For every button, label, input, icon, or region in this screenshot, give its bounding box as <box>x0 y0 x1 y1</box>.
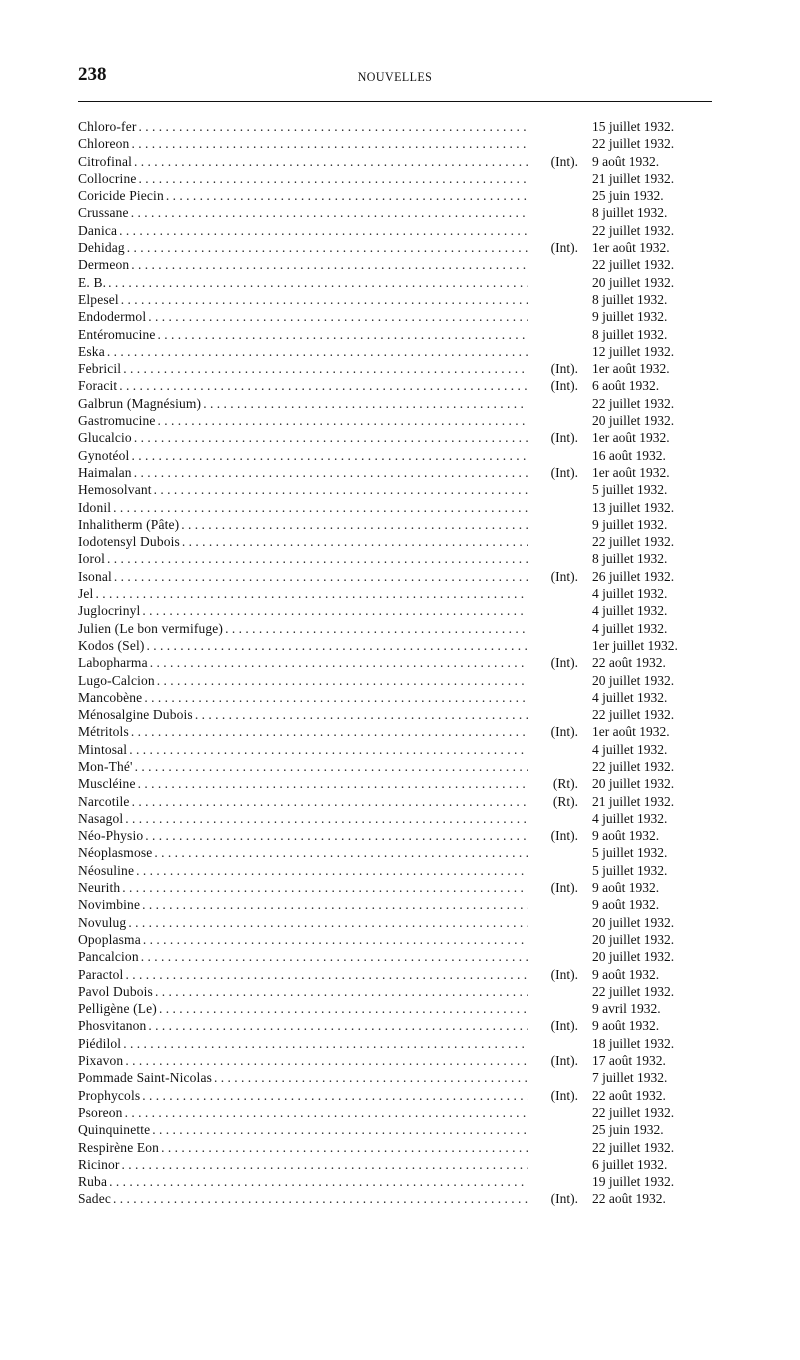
dot-leader <box>138 775 528 792</box>
dot-leader <box>122 879 528 896</box>
list-item <box>78 654 718 671</box>
registration-type: (Int). <box>550 966 578 982</box>
list-item <box>78 447 718 464</box>
registration-date: 9 août 1932. <box>592 1018 660 1034</box>
product-name: E. B. <box>78 274 107 290</box>
dot-leader <box>108 274 528 291</box>
product-name: Lugo-Calcion <box>78 672 155 688</box>
dot-leader <box>134 464 528 481</box>
registration-date: 22 juillet 1932. <box>592 534 675 550</box>
registration-type: (Int). <box>550 153 578 169</box>
product-name: Citrofinal <box>78 153 132 169</box>
registration-date: 22 août 1932. <box>592 1087 666 1103</box>
registration-date: 9 août 1932. <box>592 828 660 844</box>
product-name: Neurith <box>78 880 121 896</box>
dot-leader <box>136 862 528 879</box>
product-name: Hemosolvant <box>78 482 152 498</box>
list-item <box>78 395 718 412</box>
registration-date: 1er août 1932. <box>592 430 670 446</box>
dot-leader <box>132 793 528 810</box>
product-name: Eska <box>78 343 105 359</box>
list-item <box>78 723 718 740</box>
dot-leader <box>127 239 528 256</box>
dot-leader <box>147 637 528 654</box>
dot-leader <box>125 810 528 827</box>
product-name: Nasagol <box>78 810 124 826</box>
dot-leader <box>225 620 528 637</box>
registration-date: 4 juillet 1932. <box>592 586 668 602</box>
list-item <box>78 568 718 585</box>
list-item <box>78 1156 718 1173</box>
list-item <box>78 464 718 481</box>
list-item <box>78 931 718 948</box>
product-name: Métritols <box>78 724 129 740</box>
registration-type: (Int). <box>550 1087 578 1103</box>
dot-leader <box>141 948 528 965</box>
registration-date: 22 août 1932. <box>592 655 666 671</box>
list-item <box>78 274 718 291</box>
dot-leader <box>128 914 528 931</box>
registration-type: (Int). <box>550 378 578 394</box>
registration-type: (Int). <box>550 240 578 256</box>
registration-type: (Int). <box>550 361 578 377</box>
registration-date: 20 juillet 1932. <box>592 672 675 688</box>
dot-leader <box>125 1104 528 1121</box>
registration-date: 9 août 1932. <box>592 897 660 913</box>
list-item <box>78 291 718 308</box>
product-name: Pixavon <box>78 1053 124 1069</box>
dot-leader <box>107 343 528 360</box>
registration-type: (Rt). <box>552 793 578 809</box>
product-name: Chloro-fer <box>78 119 137 134</box>
list-item <box>78 793 718 810</box>
registration-date: 5 juillet 1932. <box>592 862 668 878</box>
dot-leader <box>142 896 528 913</box>
list-item <box>78 499 718 516</box>
dot-leader <box>203 395 528 412</box>
dot-leader <box>144 689 528 706</box>
product-name: Néoplasmose <box>78 845 153 861</box>
list-item <box>78 550 718 567</box>
registration-date: 9 juillet 1932. <box>592 309 668 325</box>
product-name: Crussane <box>78 205 129 221</box>
product-name: Danica <box>78 222 118 238</box>
product-name: Pelligène (Le) <box>78 1001 157 1017</box>
list-item <box>78 689 718 706</box>
list-item <box>78 187 718 204</box>
product-name: Chloreon <box>78 136 130 152</box>
product-name: Haimalan <box>78 464 132 480</box>
product-name: Muscléine <box>78 776 136 792</box>
product-name: Dehidag <box>78 240 125 256</box>
registration-date: 5 juillet 1932. <box>592 482 668 498</box>
product-name: Néosuline <box>78 862 135 878</box>
registration-date: 25 juin 1932. <box>592 1122 664 1138</box>
running-title: NOUVELLES <box>357 69 433 84</box>
list-item <box>78 1190 718 1207</box>
dot-leader <box>134 153 528 170</box>
registration-date: 8 juillet 1932. <box>592 291 668 307</box>
registration-date: 8 juillet 1932. <box>592 551 668 567</box>
dot-leader <box>107 550 528 567</box>
list-item <box>78 741 718 758</box>
dot-leader <box>134 429 528 446</box>
product-name: Collocrine <box>78 170 137 186</box>
list-item <box>78 1035 718 1052</box>
registration-type: (Int). <box>550 1191 578 1207</box>
registration-date: 20 juillet 1932. <box>592 274 675 290</box>
product-name: Jel <box>78 586 94 602</box>
registration-date: 22 août 1932. <box>592 1191 666 1207</box>
product-name: Galbrun (Magnésium) <box>78 395 202 411</box>
registration-date: 15 juillet 1932. <box>592 119 675 134</box>
list-item <box>78 1052 718 1069</box>
registration-date: 9 juillet 1932. <box>592 516 668 532</box>
dot-leader <box>119 222 528 239</box>
registration-date: 20 juillet 1932. <box>592 413 675 429</box>
list-item <box>78 844 718 861</box>
list-item <box>78 308 718 325</box>
dot-leader <box>161 1139 528 1156</box>
registration-date: 7 juillet 1932. <box>592 1070 668 1086</box>
registration-date: 19 juillet 1932. <box>592 1174 675 1190</box>
list-item <box>78 983 718 1000</box>
dot-leader <box>125 966 528 983</box>
registration-list <box>78 118 718 1208</box>
dot-leader <box>195 706 528 723</box>
list-item <box>78 222 718 239</box>
product-name: Endodermol <box>78 309 147 325</box>
list-item <box>78 516 718 533</box>
list-item <box>78 1121 718 1138</box>
registration-date: 4 juillet 1932. <box>592 603 668 619</box>
dot-leader <box>145 827 528 844</box>
list-item <box>78 879 718 896</box>
dot-leader <box>148 308 528 325</box>
list-item <box>78 602 718 619</box>
list-item <box>78 706 718 723</box>
list-item <box>78 360 718 377</box>
dot-leader <box>125 1052 528 1069</box>
product-name: Mintosal <box>78 741 128 757</box>
dot-leader <box>131 204 528 221</box>
product-name: Opoplasma <box>78 931 141 947</box>
product-name: Néo-Physio <box>78 828 144 844</box>
header-rule <box>78 101 712 102</box>
product-name: Paractol <box>78 966 124 982</box>
dot-leader <box>154 844 528 861</box>
list-item <box>78 239 718 256</box>
product-name: Foracit <box>78 378 118 394</box>
list-item <box>78 966 718 983</box>
product-name: Mancobène <box>78 689 143 705</box>
product-name: Iodotensyl Dubois <box>78 534 180 550</box>
list-item <box>78 429 718 446</box>
registration-date: 20 juillet 1932. <box>592 776 675 792</box>
product-name: Inhalitherm (Pâte) <box>78 516 180 532</box>
list-item <box>78 914 718 931</box>
dot-leader <box>131 135 528 152</box>
dot-leader <box>158 412 528 429</box>
dot-leader <box>157 672 528 689</box>
list-item <box>78 377 718 394</box>
product-name: Kodos (Sel) <box>78 637 145 653</box>
product-name: Pommade Saint-Nicolas <box>78 1070 213 1086</box>
registration-type: (Int). <box>550 880 578 896</box>
registration-date: 4 juillet 1932. <box>592 620 668 636</box>
registration-date: 21 juillet 1932. <box>592 793 675 809</box>
list-item <box>78 343 718 360</box>
registration-date: 20 juillet 1932. <box>592 914 675 930</box>
product-name: Entéromucine <box>78 326 156 342</box>
registration-date: 22 juillet 1932. <box>592 758 675 774</box>
product-name: Narcotile <box>78 793 130 809</box>
product-name: Julien (Le bon vermifuge) <box>78 620 224 636</box>
registration-date: 4 juillet 1932. <box>592 741 668 757</box>
dot-leader <box>135 758 528 775</box>
registration-type: (Int). <box>550 1018 578 1034</box>
list-item <box>78 672 718 689</box>
registration-date: 25 juin 1932. <box>592 188 664 204</box>
dot-leader <box>155 983 528 1000</box>
list-item <box>78 412 718 429</box>
dot-leader <box>121 291 528 308</box>
product-name: Dermeon <box>78 257 130 273</box>
product-name: Novimbine <box>78 897 141 913</box>
list-item <box>78 620 718 637</box>
product-name: Labopharma <box>78 655 148 671</box>
registration-date: 22 juillet 1932. <box>592 1104 675 1120</box>
list-item <box>78 1017 718 1034</box>
product-name: Iorol <box>78 551 105 567</box>
registration-date: 12 juillet 1932. <box>592 343 675 359</box>
dot-leader <box>119 377 528 394</box>
product-name: Febricil <box>78 361 122 377</box>
list-item <box>78 758 718 775</box>
dot-leader <box>214 1069 528 1086</box>
registration-date: 20 juillet 1932. <box>592 949 675 965</box>
product-name: Juglocrinyl <box>78 603 141 619</box>
dot-leader <box>148 1017 528 1034</box>
registration-date: 22 juillet 1932. <box>592 222 675 238</box>
dot-leader <box>123 360 528 377</box>
product-name: Pancalcion <box>78 949 139 965</box>
registration-date: 8 juillet 1932. <box>592 205 668 221</box>
page-number: 238 <box>78 64 107 85</box>
registration-date: 17 août 1932. <box>592 1053 666 1069</box>
registration-date: 20 juillet 1932. <box>592 931 675 947</box>
registration-date: 21 juillet 1932. <box>592 170 675 186</box>
dot-leader <box>123 1035 528 1052</box>
dot-leader <box>95 585 528 602</box>
dot-leader <box>152 1121 528 1138</box>
registration-type: (Int). <box>550 828 578 844</box>
registration-date: 6 août 1932. <box>592 378 660 394</box>
product-name: Sadec <box>78 1191 111 1207</box>
list-item <box>78 585 718 602</box>
registration-type: (Int). <box>550 464 578 480</box>
dot-leader <box>113 1190 528 1207</box>
list-item <box>78 810 718 827</box>
registration-date: 4 juillet 1932. <box>592 810 668 826</box>
product-name: Psoreon <box>78 1104 123 1120</box>
registration-type: (Int). <box>550 1053 578 1069</box>
registration-type: (Int). <box>550 430 578 446</box>
registration-date: 1er juillet 1932. <box>592 637 678 653</box>
dot-leader <box>131 723 528 740</box>
product-name: Glucalcio <box>78 430 132 446</box>
list-item <box>78 153 718 170</box>
registration-date: 22 juillet 1932. <box>592 395 675 411</box>
product-name: Prophycols <box>78 1087 141 1103</box>
list-item <box>78 775 718 792</box>
product-name: Ruba <box>78 1174 108 1190</box>
list-item <box>78 1000 718 1017</box>
product-name: Gynotéol <box>78 447 130 463</box>
product-name: Ménosalgine Dubois <box>78 707 193 723</box>
registration-date: 22 juillet 1932. <box>592 707 675 723</box>
dot-leader <box>142 602 528 619</box>
dot-leader <box>139 170 529 187</box>
list-item <box>78 862 718 879</box>
list-item <box>78 204 718 221</box>
list-item <box>78 637 718 654</box>
dot-leader <box>159 1000 528 1017</box>
list-item <box>78 1139 718 1156</box>
dot-leader <box>129 741 528 758</box>
product-name: Ricinor <box>78 1156 120 1172</box>
list-item <box>78 326 718 343</box>
product-name: Mon-Thé' <box>78 758 133 774</box>
registration-date: 13 juillet 1932. <box>592 499 675 515</box>
registration-date: 9 août 1932. <box>592 153 660 169</box>
list-item <box>78 827 718 844</box>
list-item <box>78 1104 718 1121</box>
registration-date: 22 juillet 1932. <box>592 136 675 152</box>
product-name: Respirène Eon <box>78 1139 160 1155</box>
dot-leader <box>182 533 528 550</box>
list-item <box>78 896 718 913</box>
dot-leader <box>166 187 528 204</box>
list-item <box>78 1069 718 1086</box>
list-item <box>78 135 718 152</box>
registration-date: 6 juillet 1932. <box>592 1156 668 1172</box>
dot-leader <box>138 118 528 135</box>
list-item <box>78 948 718 965</box>
product-name: Isonal <box>78 568 112 584</box>
product-name: Pavol Dubois <box>78 983 153 999</box>
registration-date: 5 juillet 1932. <box>592 845 668 861</box>
registration-type: (Int). <box>550 655 578 671</box>
page-header <box>78 64 712 92</box>
registration-date: 18 juillet 1932. <box>592 1035 675 1051</box>
registration-date: 22 juillet 1932. <box>592 983 675 999</box>
product-name: Idonil <box>78 499 112 515</box>
registration-date: 9 avril 1932. <box>592 1001 661 1017</box>
list-item <box>78 1087 718 1104</box>
product-name: Phosvitanon <box>78 1018 147 1034</box>
registration-date: 1er août 1932. <box>592 464 670 480</box>
dot-leader <box>131 447 528 464</box>
list-item <box>78 170 718 187</box>
registration-date: 22 juillet 1932. <box>592 257 675 273</box>
registration-date: 9 août 1932. <box>592 966 660 982</box>
dot-leader <box>114 568 528 585</box>
registration-date: 4 juillet 1932. <box>592 689 668 705</box>
registration-date: 22 juillet 1932. <box>592 1139 675 1155</box>
dot-leader <box>131 256 528 273</box>
registration-date: 16 août 1932. <box>592 447 666 463</box>
product-name: Quinquinette <box>78 1122 151 1138</box>
dot-leader <box>154 481 528 498</box>
dot-leader <box>181 516 528 533</box>
list-item <box>78 1173 718 1190</box>
registration-date: 26 juillet 1932. <box>592 568 675 584</box>
registration-type: (Int). <box>550 568 578 584</box>
product-name: Coricide Piecin <box>78 188 164 204</box>
registration-type: (Rt). <box>552 776 578 792</box>
dot-leader <box>142 1087 528 1104</box>
registration-date: 9 août 1932. <box>592 880 660 896</box>
list-item <box>78 481 718 498</box>
product-name: Gastromucine <box>78 413 156 429</box>
dot-leader <box>143 931 528 948</box>
registration-date: 1er août 1932. <box>592 361 670 377</box>
registration-type: (Int). <box>550 724 578 740</box>
registration-date: 1er août 1932. <box>592 240 670 256</box>
dot-leader <box>158 326 528 343</box>
dot-leader <box>122 1156 528 1173</box>
dot-leader <box>113 499 528 516</box>
dot-leader <box>150 654 528 671</box>
registration-date: 1er août 1932. <box>592 724 670 740</box>
product-name: Piédilol <box>78 1035 122 1051</box>
list-item <box>78 118 718 135</box>
product-name: Elpesel <box>78 291 119 307</box>
list-item <box>78 533 718 550</box>
list-item <box>78 256 718 273</box>
product-name: Novulug <box>78 914 127 930</box>
registration-date: 8 juillet 1932. <box>592 326 668 342</box>
dot-leader <box>109 1173 528 1190</box>
